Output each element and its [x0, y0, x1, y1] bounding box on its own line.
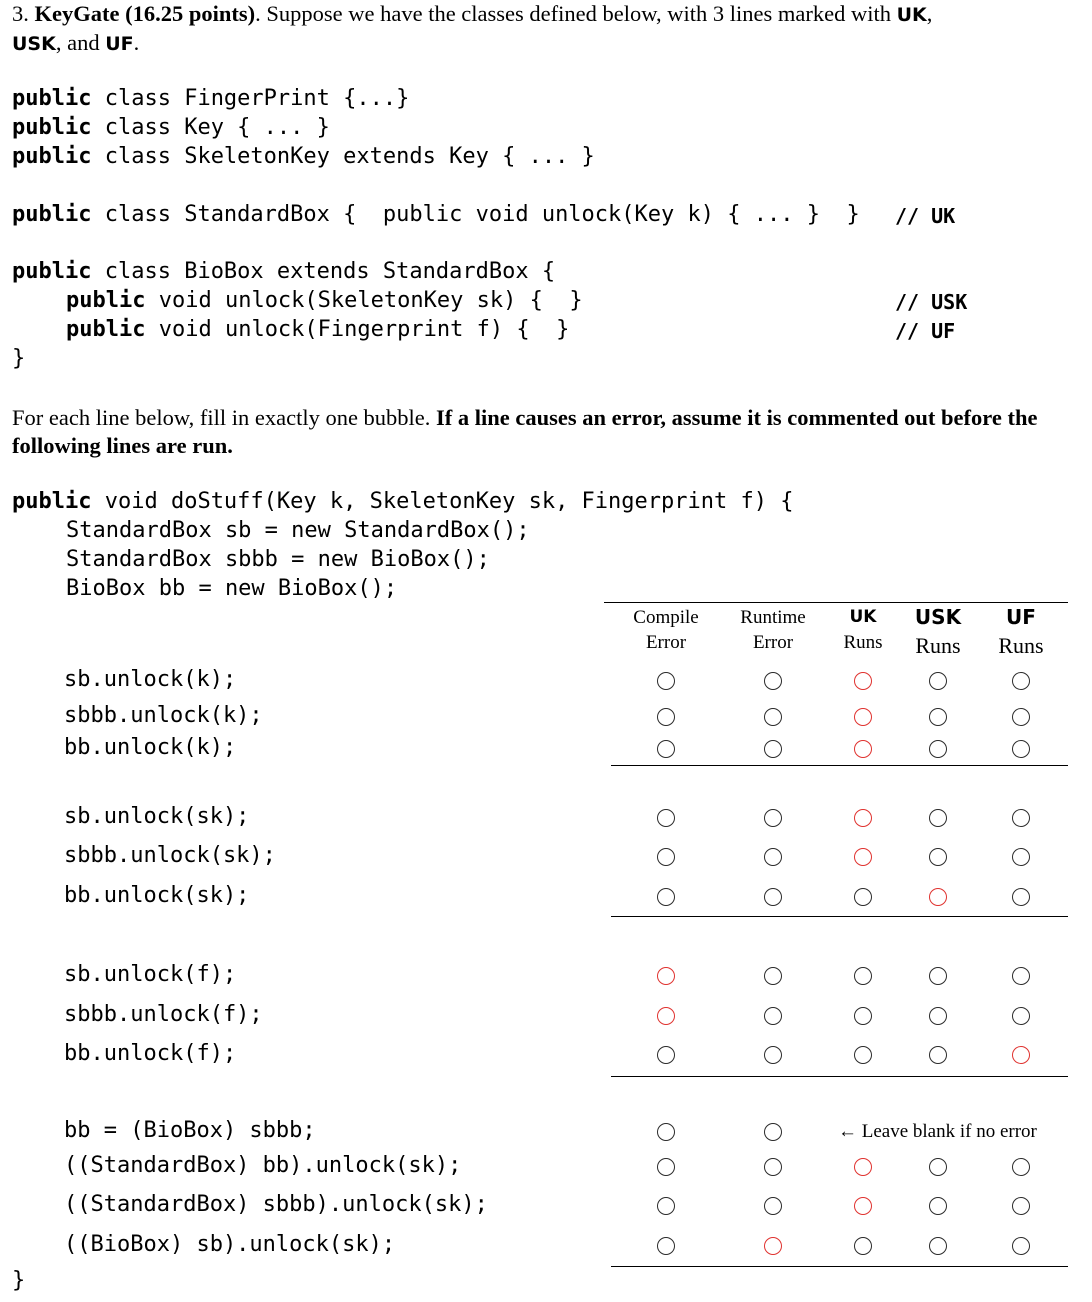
marker-comment: // UK: [895, 204, 956, 228]
statement-line: bb = (BioBox) sbbb;: [64, 1118, 316, 1143]
column-header-line2: Runs: [915, 633, 961, 658]
answer-bubble[interactable]: [854, 888, 872, 906]
answer-bubble[interactable]: [657, 672, 675, 690]
statement-line: bb.unlock(k);: [64, 735, 237, 760]
declaration-line: BioBox bb = new BioBox();: [66, 576, 398, 601]
code-line: [12, 113, 330, 142]
answer-bubble[interactable]: [764, 1007, 782, 1025]
answer-bubble[interactable]: [657, 1237, 675, 1255]
column-header-line1: UK: [849, 607, 877, 627]
answer-bubble[interactable]: [929, 1237, 947, 1255]
keyword: public: [12, 202, 92, 227]
table-top-rule: [604, 602, 1068, 603]
column-header-line2: Runs: [998, 633, 1044, 658]
mark-uk-label: UK: [896, 4, 927, 26]
question-title: KeyGate (16.25 points): [34, 1, 256, 26]
column-header-line1: Compile: [633, 607, 699, 628]
answer-bubble[interactable]: [657, 1046, 675, 1064]
answer-bubble[interactable]: [657, 1123, 675, 1141]
keyword: public: [12, 144, 92, 169]
answer-bubble[interactable]: [657, 967, 675, 985]
question-number: 3.: [12, 1, 29, 26]
answer-bubble[interactable]: [854, 1046, 872, 1064]
code-text: class Key { ... }: [91, 115, 330, 140]
answer-bubble[interactable]: [929, 848, 947, 866]
separator: , and: [55, 30, 106, 55]
group-divider: [611, 1076, 1068, 1077]
answer-bubble[interactable]: [764, 1197, 782, 1215]
column-header-line2: Runs: [843, 632, 883, 653]
method-signature: [12, 487, 793, 516]
answer-bubble[interactable]: [854, 672, 872, 690]
separator: ,: [926, 1, 933, 26]
answer-bubble[interactable]: [1012, 809, 1030, 827]
answer-bubble[interactable]: [764, 740, 782, 758]
answer-bubble[interactable]: [1012, 672, 1030, 690]
answer-bubble[interactable]: [929, 740, 947, 758]
answer-bubble[interactable]: [657, 708, 675, 726]
answer-bubble[interactable]: [764, 708, 782, 726]
code-text: class SkeletonKey extends Key { ... }: [91, 144, 595, 169]
keyword: public: [12, 115, 92, 140]
answer-bubble[interactable]: [929, 1046, 947, 1064]
answer-bubble[interactable]: [764, 1123, 782, 1141]
period: .: [133, 30, 140, 55]
statement-line: sb.unlock(sk);: [64, 804, 250, 829]
code-line: [12, 142, 595, 171]
statement-line: ((StandardBox) sbbb).unlock(sk);: [64, 1192, 488, 1217]
answer-bubble[interactable]: [764, 967, 782, 985]
group-divider: [611, 765, 1068, 766]
code-line: [12, 344, 25, 373]
declaration-line: StandardBox sb = new StandardBox();: [66, 518, 530, 543]
code-line: [66, 286, 583, 315]
code-text: class BioBox extends StandardBox {: [91, 259, 556, 284]
statement-line: bb.unlock(sk);: [64, 883, 250, 908]
answer-bubble[interactable]: [929, 1197, 947, 1215]
answer-bubble[interactable]: [764, 888, 782, 906]
answer-bubble[interactable]: [1012, 967, 1030, 985]
answer-bubble[interactable]: [1012, 1237, 1030, 1255]
keyword: public: [66, 317, 146, 342]
group-divider: [611, 1266, 1068, 1267]
answer-bubble[interactable]: [657, 1007, 675, 1025]
answer-bubble[interactable]: [657, 740, 675, 758]
column-header: [728, 605, 818, 655]
instructions: [12, 404, 1072, 460]
answer-bubble[interactable]: [657, 809, 675, 827]
code-text: class StandardBox { public void unlock(Key k) { ... } }: [91, 202, 873, 227]
instructions-plain: For each line below, fill in exactly one bubble.: [12, 405, 437, 430]
answer-bubble[interactable]: [854, 1007, 872, 1025]
answer-bubble[interactable]: [854, 1237, 872, 1255]
mark-uf-label: UF: [105, 33, 134, 55]
answer-bubble[interactable]: [657, 1158, 675, 1176]
answer-bubble[interactable]: [1012, 1197, 1030, 1215]
keyword: public: [12, 489, 92, 514]
statement-line: ((BioBox) sb).unlock(sk);: [64, 1232, 396, 1257]
code-line: [66, 315, 569, 344]
answer-bubble[interactable]: [929, 672, 947, 690]
keyword: public: [66, 288, 146, 313]
statement-line: sb.unlock(k);: [64, 667, 237, 692]
column-header: [893, 605, 983, 658]
signature-text: void doStuff(Key k, SkeletonKey sk, Fingerprint f) {: [91, 489, 794, 514]
question-intro: . Suppose we have the classes defined below, with 3 lines marked with: [255, 1, 897, 26]
answer-bubble[interactable]: [1012, 848, 1030, 866]
code-text: void unlock(Fingerprint f) { }: [145, 317, 570, 342]
answer-bubble[interactable]: [764, 1237, 782, 1255]
group-divider: [611, 916, 1068, 917]
answer-bubble[interactable]: [764, 1158, 782, 1176]
statement-line: ((StandardBox) bb).unlock(sk);: [64, 1153, 462, 1178]
column-header-line1: Runtime: [740, 607, 806, 628]
statement-line: sbbb.unlock(f);: [64, 1002, 263, 1027]
code-text: class FingerPrint {...}: [91, 86, 410, 111]
answer-bubble[interactable]: [1012, 888, 1030, 906]
answer-bubble[interactable]: [854, 1197, 872, 1215]
answer-bubble[interactable]: [764, 672, 782, 690]
column-header-line1: UF: [1006, 605, 1036, 629]
answer-bubble[interactable]: [657, 1197, 675, 1215]
marker-comment: // UF: [895, 319, 956, 343]
answer-bubble[interactable]: [1012, 708, 1030, 726]
keyword: public: [12, 259, 92, 284]
answer-bubble[interactable]: [929, 1158, 947, 1176]
leave-blank-note: ← Leave blank if no error: [838, 1121, 1037, 1142]
code-line: [12, 84, 409, 113]
column-header-line2: Error: [752, 632, 794, 653]
column-header: [621, 605, 711, 655]
statement-line: sbbb.unlock(sk);: [64, 843, 276, 868]
instructions-bold: If a line causes an error, assume it is commented out before the following lines are run.: [12, 405, 1038, 458]
answer-bubble[interactable]: [764, 1046, 782, 1064]
answer-bubble[interactable]: [929, 888, 947, 906]
statement-line: bb.unlock(f);: [64, 1041, 237, 1066]
answer-bubble[interactable]: [657, 848, 675, 866]
answer-bubble[interactable]: [764, 848, 782, 866]
statement-line: sbbb.unlock(k);: [64, 703, 263, 728]
column-header-line2: Error: [645, 632, 687, 653]
answer-bubble[interactable]: [1012, 1046, 1030, 1064]
method-close-brace: }: [12, 1268, 26, 1293]
code-text: }: [12, 346, 26, 371]
answer-bubble[interactable]: [854, 708, 872, 726]
answer-bubble[interactable]: [854, 967, 872, 985]
answer-bubble[interactable]: [854, 1158, 872, 1176]
keyword: public: [12, 86, 92, 111]
statement-line: sb.unlock(f);: [64, 962, 237, 987]
code-line: [12, 200, 873, 229]
answer-bubble[interactable]: [929, 809, 947, 827]
answer-bubble[interactable]: [657, 888, 675, 906]
declaration-line: StandardBox sbbb = new BioBox();: [66, 547, 490, 572]
answer-bubble[interactable]: [929, 967, 947, 985]
marker-comment: // USK: [895, 290, 968, 314]
code-text: void unlock(SkeletonKey sk) { }: [145, 288, 583, 313]
answer-bubble[interactable]: [854, 740, 872, 758]
answer-bubble[interactable]: [854, 848, 872, 866]
answer-bubble[interactable]: [929, 708, 947, 726]
column-header-line1: USK: [914, 605, 962, 629]
question-header: [12, 0, 1072, 58]
answer-bubble[interactable]: [929, 1007, 947, 1025]
code-line: [12, 257, 555, 286]
answer-bubble[interactable]: [1012, 740, 1030, 758]
column-header: [976, 605, 1066, 658]
answer-bubble[interactable]: [1012, 1007, 1030, 1025]
answer-bubble[interactable]: [854, 809, 872, 827]
mark-usk-label: USK: [12, 33, 56, 55]
answer-bubble[interactable]: [1012, 1158, 1030, 1176]
answer-bubble[interactable]: [764, 809, 782, 827]
